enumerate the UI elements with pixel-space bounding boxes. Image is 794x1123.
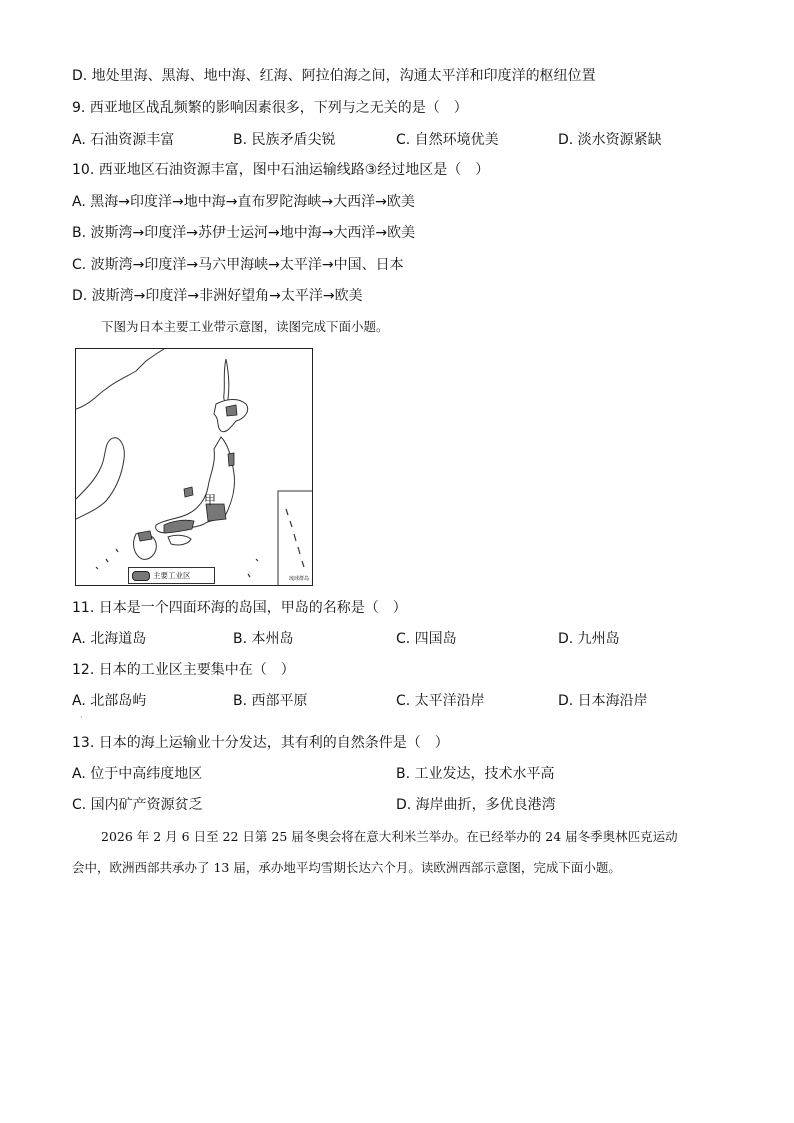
q11-option-b: B. 本州岛 — [233, 631, 294, 647]
map-legend — [128, 567, 215, 584]
shikoku-island — [168, 535, 191, 545]
sakhalin-island — [224, 359, 229, 401]
europe-intro-line2: 会中，欧洲西部共承办了 13 届，承办地平均雪期长达六个月。读欧洲西部示意图，完成下面小题。 — [72, 860, 621, 875]
q9-stem: 9. 西亚地区战乱频繁的影响因素很多，下列与之无关的是（ ） — [72, 100, 468, 116]
q11-option-a: A. 北海道岛 — [72, 631, 147, 647]
stray-mark: · — [80, 713, 83, 722]
japan-intro: 下图为日本主要工业带示意图，读图完成下面小题。 — [101, 319, 389, 334]
mainland-coastline — [76, 349, 164, 409]
japan-map-drawing — [76, 349, 313, 586]
q9-option-a: A. 石油资源丰富 — [72, 132, 175, 148]
q8-option-d: D. 地处里海、黑海、地中海、红海、阿拉伯海之间，沟通太平洋和印度洋的枢纽位置 — [72, 68, 596, 84]
q9-option-d: D. 淡水资源紧缺 — [558, 132, 662, 148]
q10-stem: 10. 西亚地区石油资源丰富，图中石油运输线路③经过地区是（ ） — [72, 162, 490, 178]
q13-stem: 13. 日本的海上运输业十分发达，其有利的自然条件是（ ） — [72, 735, 449, 751]
q13-option-b: B. 工业发达，技术水平高 — [396, 766, 555, 782]
q10-option-d: D. 波斯湾→印度洋→非洲好望角→太平洋→欧美 — [72, 288, 363, 304]
legend-text-industrial: 主要工业区 — [153, 571, 191, 580]
q13-option-a: A. 位于中高纬度地区 — [72, 766, 203, 782]
industrial-zone-kitakyushu — [138, 531, 152, 541]
japan-industrial-map — [75, 348, 313, 586]
q11-option-d: D. 九州岛 — [558, 631, 620, 647]
q9-option-b: B. 民族矛盾尖锐 — [233, 132, 336, 148]
q12-option-a: A. 北部岛屿 — [72, 693, 147, 709]
industrial-zone-hokuriku — [184, 487, 193, 497]
europe-intro-line1: 2026 年 2 月 6 日至 22 日第 25 届冬奥会将在意大利米兰举办。在已经举办的 24 届冬季奥林匹克运动 — [101, 829, 678, 844]
industrial-zone-hokkaido — [226, 405, 237, 416]
q10-option-b: B. 波斯湾→印度洋→苏伊士运河→地中海→大西洋→欧美 — [72, 225, 416, 241]
island-label-jia: 甲 — [204, 493, 217, 507]
q9-option-c: C. 自然环境优美 — [396, 132, 499, 148]
q11-stem: 11. 日本是一个四面环海的岛国，甲岛的名称是（ ） — [72, 600, 407, 616]
q10-option-a: A. 黑海→印度洋→地中海→直布罗陀海峡→大西洋→欧美 — [72, 194, 415, 210]
inset-label-ryukyu: 琉球群岛 — [288, 576, 309, 582]
q13-option-c: C. 国内矿产资源贫乏 — [72, 797, 203, 813]
q12-option-d: D. 日本海沿岸 — [558, 693, 648, 709]
legend-swatch-industrial — [132, 571, 150, 581]
q10-option-c: C. 波斯湾→印度洋→马六甲海峡→太平洋→中国、日本 — [72, 257, 404, 273]
q13-option-d: D. 海岸曲折，多优良港湾 — [396, 797, 556, 813]
korea-coastline — [76, 438, 124, 519]
q12-stem: 12. 日本的工业区主要集中在（ ） — [72, 662, 295, 678]
q11-option-c: C. 四国岛 — [396, 631, 457, 647]
industrial-zone-north — [228, 453, 234, 466]
q12-option-c: C. 太平洋沿岸 — [396, 693, 485, 709]
q12-option-b: B. 西部平原 — [233, 693, 308, 709]
